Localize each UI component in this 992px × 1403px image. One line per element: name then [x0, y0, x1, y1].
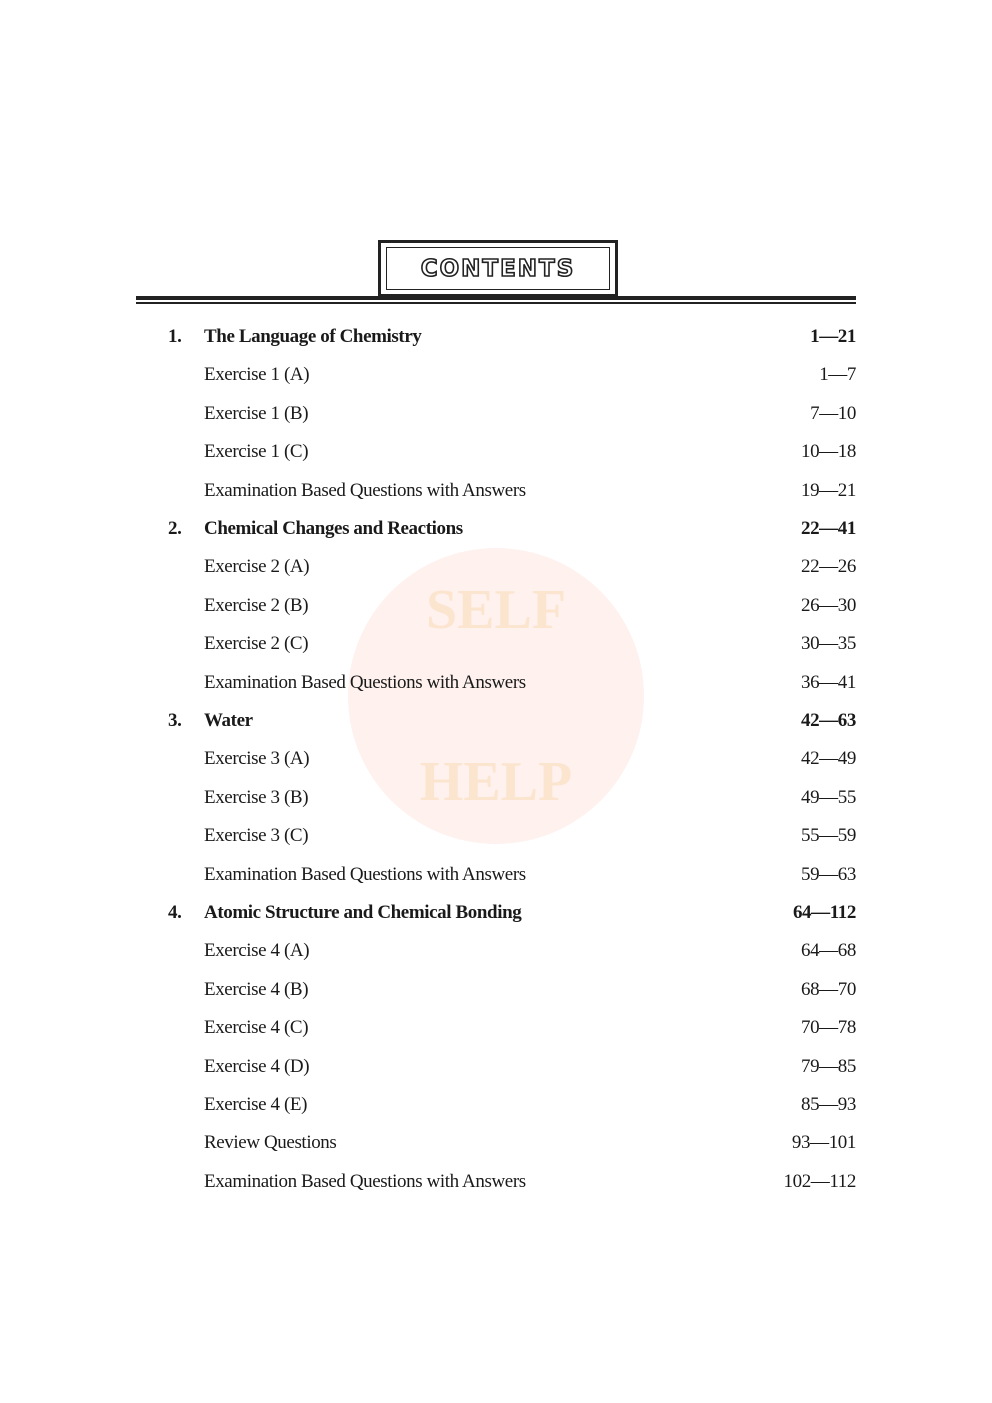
toc-row — [168, 672, 856, 696]
toc-row — [168, 940, 856, 964]
toc-chapter-row — [168, 902, 856, 926]
page-range: 36—41 — [800, 671, 856, 693]
chapter-number: 1. — [168, 326, 182, 347]
entry-title: Exercise 4 (C) — [204, 1017, 309, 1039]
page-range: 64—68 — [800, 940, 856, 962]
entry-title: Exercise 2 (C) — [204, 633, 309, 655]
page-range: 1—7 — [819, 364, 856, 386]
entry-title: Exercise 4 (A) — [204, 940, 310, 962]
entry-title: Atomic Structure and Chemical Bonding — [204, 902, 522, 923]
entry-title: Examination Based Questions with Answers — [204, 479, 526, 501]
entry-title: Examination Based Questions with Answers — [204, 671, 526, 693]
page-range: 7—10 — [810, 402, 856, 424]
entry-title: Exercise 3 (C) — [204, 825, 309, 847]
toc-row — [168, 364, 856, 388]
page-range: 70—78 — [800, 1017, 856, 1039]
entry-title: Exercise 4 (B) — [204, 978, 309, 1000]
toc-row — [168, 1132, 856, 1156]
page-range: 93—101 — [791, 1132, 856, 1154]
toc-row — [168, 979, 856, 1003]
toc-row — [168, 748, 856, 772]
entry-title: Exercise 3 (B) — [204, 786, 309, 808]
title-box — [378, 240, 618, 297]
chapter-number: 4. — [168, 902, 182, 923]
page-title: CONTENTS — [420, 255, 576, 282]
toc-row — [168, 403, 856, 427]
toc-row — [168, 633, 856, 657]
page-range: 49—55 — [800, 786, 856, 808]
entry-title: Exercise 4 (D) — [204, 1055, 310, 1077]
toc-row — [168, 595, 856, 619]
page-range: 26—30 — [800, 594, 856, 616]
entry-title: Exercise 2 (B) — [204, 594, 309, 616]
divider-thick — [136, 296, 856, 300]
chapter-number: 3. — [168, 710, 182, 731]
toc-row — [168, 441, 856, 465]
toc-row — [168, 825, 856, 849]
entry-title: Water — [204, 710, 253, 731]
toc-row — [168, 480, 856, 504]
toc-chapter-row — [168, 326, 856, 350]
entry-title: Examination Based Questions with Answers — [204, 1170, 526, 1192]
page-range: 22—41 — [800, 518, 856, 539]
divider-thin — [136, 302, 856, 304]
page-range: 10—18 — [800, 441, 856, 463]
page-range: 68—70 — [800, 978, 856, 1000]
page-range: 64—112 — [792, 902, 856, 923]
entry-title: Exercise 1 (B) — [204, 402, 309, 424]
page-range: 1—21 — [810, 326, 856, 347]
entry-title: Review Questions — [204, 1132, 337, 1154]
page-range: 22—26 — [800, 556, 856, 578]
page-range: 19—21 — [800, 479, 856, 501]
page-range: 59—63 — [800, 863, 856, 885]
entry-title: Chemical Changes and Reactions — [204, 518, 463, 539]
page-range: 42—63 — [800, 710, 856, 731]
entry-title: Exercise 1 (C) — [204, 441, 309, 463]
toc-row — [168, 1094, 856, 1118]
toc-row — [168, 556, 856, 580]
entry-title: Exercise 2 (A) — [204, 556, 310, 578]
toc-row — [168, 1017, 856, 1041]
page-range: 102—112 — [783, 1170, 856, 1192]
page-range: 85—93 — [800, 1094, 856, 1115]
entry-title: Exercise 1 (A) — [204, 364, 310, 386]
page-range: 30—35 — [800, 633, 856, 655]
toc-chapter-row — [168, 710, 856, 734]
toc-row — [168, 1056, 856, 1080]
toc-row — [168, 787, 856, 811]
entry-title: Examination Based Questions with Answers — [204, 863, 526, 885]
entry-title: The Language of Chemistry — [204, 326, 422, 347]
entry-title: Exercise 4 (E) — [204, 1094, 308, 1115]
toc-chapter-row — [168, 518, 856, 542]
page-range: 79—85 — [800, 1055, 856, 1077]
entry-title: Exercise 3 (A) — [204, 748, 310, 770]
toc-row — [168, 1171, 856, 1195]
page-range: 42—49 — [800, 748, 856, 770]
page-range: 55—59 — [800, 825, 856, 847]
watermark-text: SELF HELP — [419, 579, 573, 813]
chapter-number: 2. — [168, 518, 182, 539]
toc-row — [168, 864, 856, 888]
